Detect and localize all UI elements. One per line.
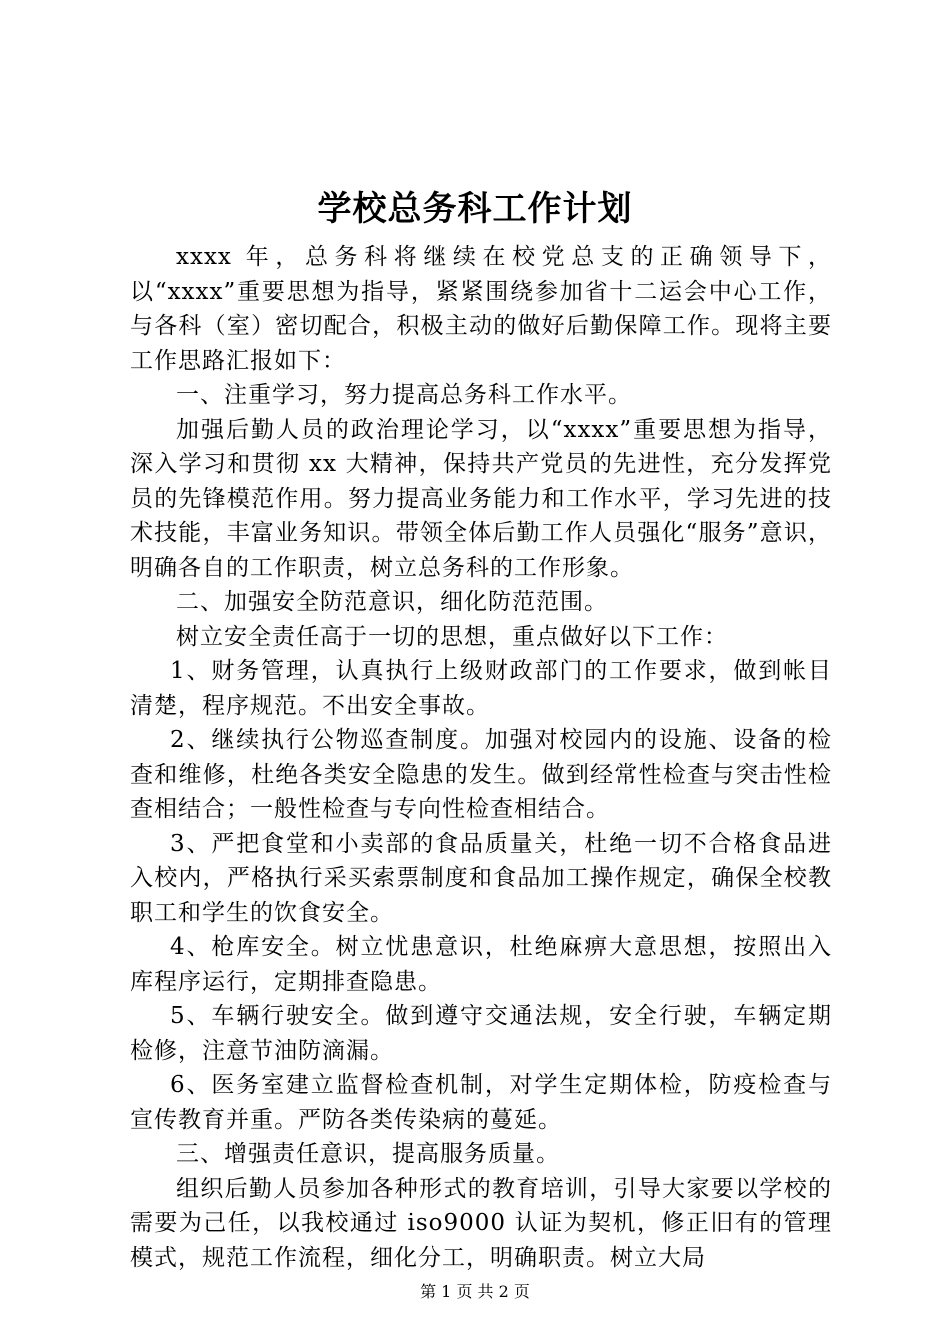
- paragraph-safety-intro: 树立安全责任高于一切的思想，重点做好以下工作：: [176, 623, 728, 650]
- page-footer: 第 1 页 共 2 页: [420, 1282, 530, 1301]
- paragraph-study: 加强后勤人员的政治理论学习，以“xxxx”重要思想为指导，深入学习和贯彻 xx 大精神，保持共产党员的先进性，充分发挥党员的先锋模范作用。努力提高业务能力和工作水平，学习先进的技术技能，丰富业务知识。带领全体后勤工作人员强化“服务”意识，明确各自的工作职责，树立总务科的工作形象。: [130, 416, 832, 581]
- list-item-3: 3、严把食堂和小卖部的食品质量关，杜绝一切不合格食品进入校内，严格执行采买索票制度和食品加工操作规定，确保全校教职工和学生的饮食安全。: [130, 830, 832, 926]
- section-heading-3: 三、增强责任意识，提高服务质量。: [176, 1141, 560, 1167]
- section-heading-2: 二、加强安全防范意识，细化防范范围。: [176, 589, 608, 615]
- section-heading-1: 一、注重学习，努力提高总务科工作水平。: [176, 382, 632, 408]
- list-item-4: 4、枪库安全。树立忧患意识，杜绝麻痹大意思想，按照出入库程序运行，定期排查隐患。: [130, 934, 832, 995]
- list-item-6: 6、医务室建立监督检查机制，对学生定期体检，防疫检查与宣传教育并重。严防各类传染病的蔓延。: [130, 1072, 832, 1133]
- paragraph-intro: xxxx 年，总务科将继续在校党总支的正确领导下，以“xxxx”重要思想为指导，紧紧围绕参加省十二运会中心工作，与各科（室）密切配合，积极主动的做好后勤保障工作。现将主要工作思路汇报如下：: [130, 244, 832, 374]
- list-item-5: 5、车辆行驶安全。做到遵守交通法规，安全行驶，车辆定期检修，注意节油防滴漏。: [130, 1003, 832, 1064]
- document-title: 学校总务科工作计划: [317, 189, 633, 229]
- document-body: [130, 240, 832, 1275]
- paragraph-training: 组织后勤人员参加各种形式的教育培训，引导大家要以学校的需要为己任，以我校通过 iso9000 认证为契机，修正旧有的管理模式，规范工作流程，细化分工，明确职责。树立大局: [130, 1175, 832, 1271]
- list-item-2: 2、继续执行公物巡查制度。加强对校园内的设施、设备的检查和维修，杜绝各类安全隐患的发生。做到经常性检查与突击性检查相结合；一般性检查与专向性检查相结合。: [130, 727, 832, 822]
- list-item-1: 1、财务管理，认真执行上级财政部门的工作要求，做到帐目清楚，程序规范。不出安全事故。: [130, 658, 832, 719]
